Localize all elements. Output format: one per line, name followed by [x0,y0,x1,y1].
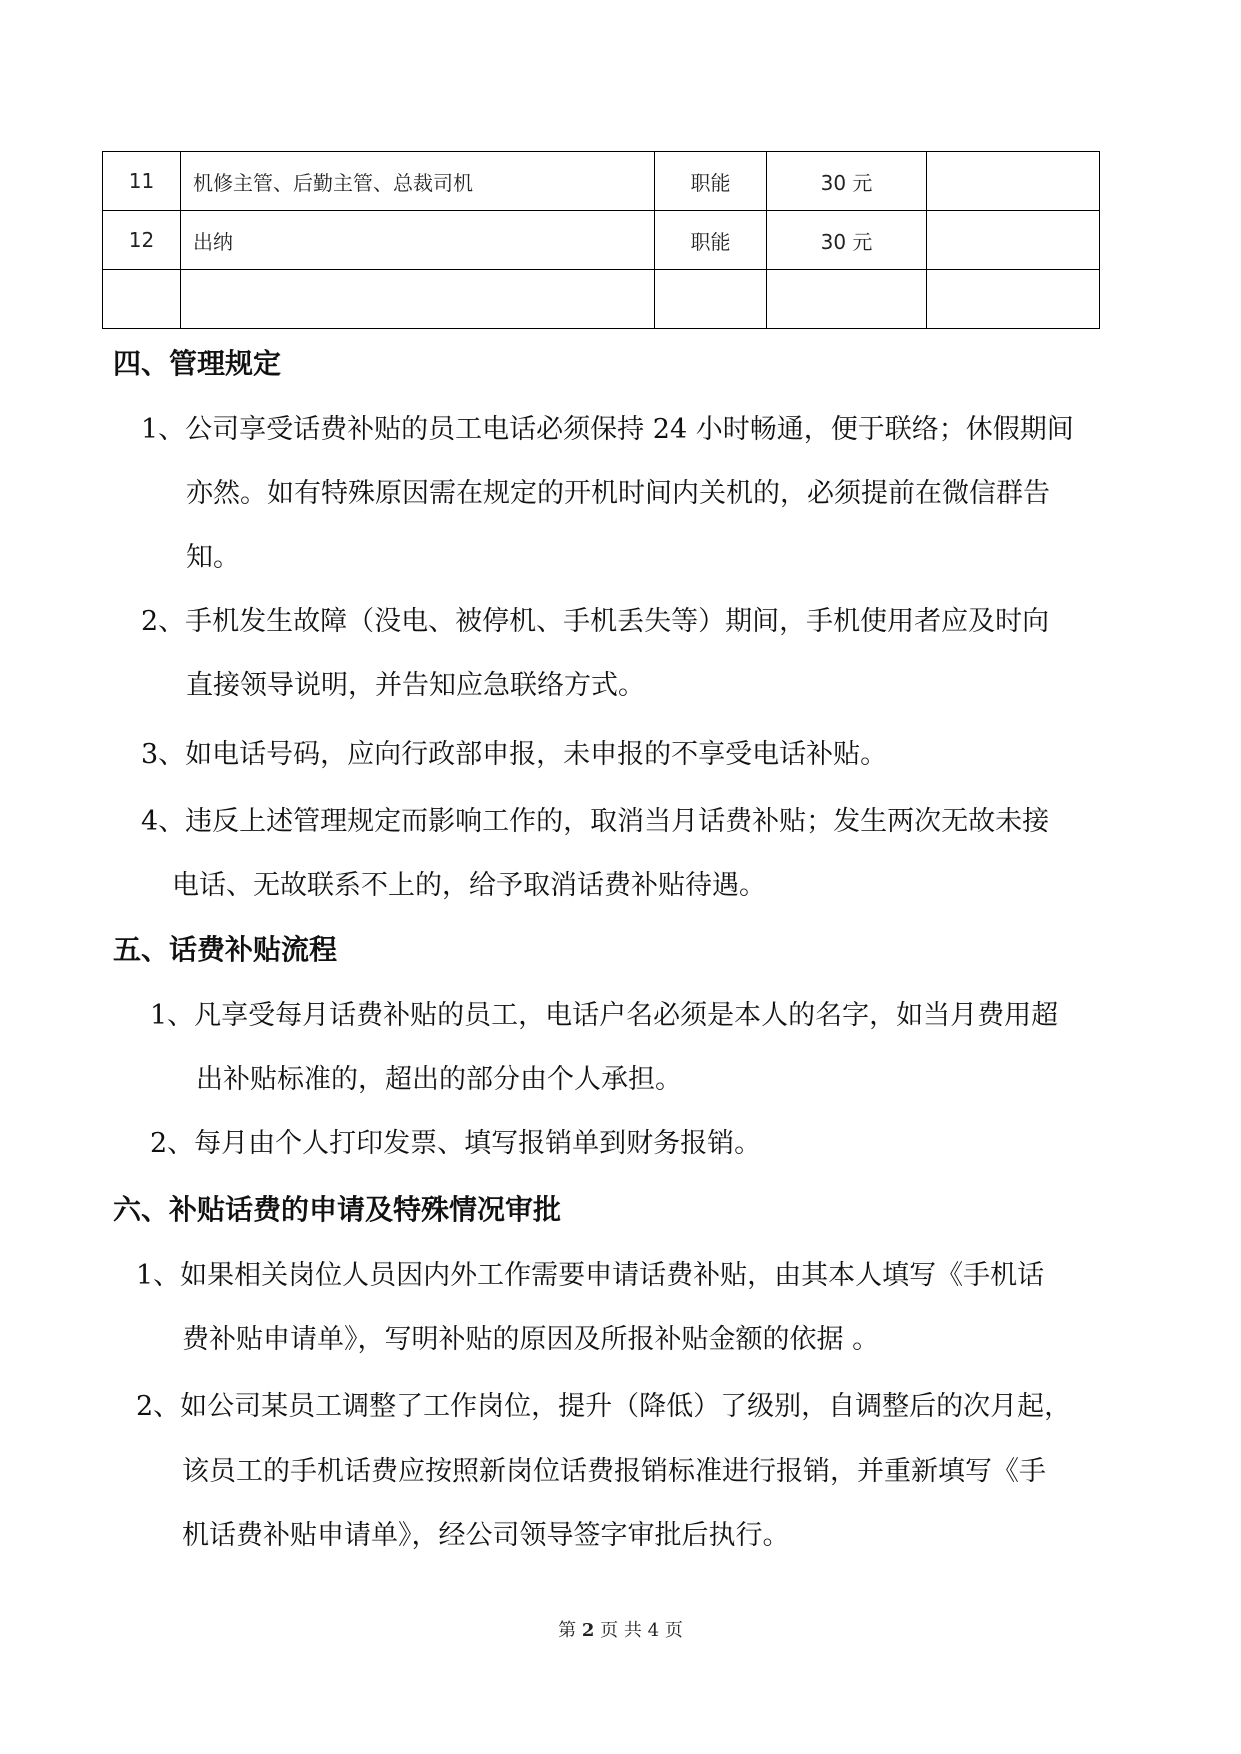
subsidy-table [102,151,1100,329]
amount-cell [767,270,927,329]
paragraph-line: 1、公司享受话费补贴的员工电话必须保持 24 小时畅通，便于联络；休假期间 [141,414,1074,445]
paragraph-line: 4、违反上述管理规定而影响工作的，取消当月话费补贴；发生两次无故未接 [141,806,1050,837]
table-row [103,211,1100,270]
note-cell [927,270,1100,329]
section-heading-management: 四、管理规定 [113,347,282,380]
paragraph-line: 直接领导说明，并告知应急联络方式。 [186,670,645,701]
row-number: 12 [103,211,181,270]
type-cell: 职能 [655,152,767,211]
paragraph-line: 知。 [186,542,240,573]
type-cell [655,270,767,329]
paragraph-line: 3、如电话号码，应向行政部申报，未申报的不享受电话补贴。 [141,739,888,770]
amount-cell: 30 元 [767,152,927,211]
paragraph-line: 出补贴标准的，超出的部分由个人承担。 [196,1064,682,1095]
current-page-number: 2 [581,1620,595,1641]
paragraph-line: 费补贴申请单》，写明补贴的原因及所报补贴金额的依据 。 [182,1324,880,1355]
position-cell: 机修主管、后勤主管、总裁司机 [181,152,655,211]
table-row [103,270,1100,329]
table-row [103,152,1100,211]
paragraph-line: 电话、无故联系不上的，给予取消话费补贴待遇。 [172,870,766,901]
row-number [103,270,181,329]
paragraph-line: 1、凡享受每月话费补贴的员工，电话户名必须是本人的名字，如当月费用超 [150,1000,1059,1031]
section-heading-process: 五、话费补贴流程 [113,933,338,966]
footer-middle: 页 共 [600,1620,642,1641]
type-cell: 职能 [655,211,767,270]
paragraph-line: 机话费补贴申请单》，经公司领导签字审批后执行。 [182,1520,790,1551]
footer-suffix: 页 [664,1620,683,1641]
paragraph-line: 1、如果相关岗位人员因内外工作需要申请话费补贴，由其本人填写《手机话 [136,1260,1045,1291]
footer-prefix: 第 [558,1620,577,1641]
position-cell: 出纳 [181,211,655,270]
paragraph-line: 该员工的手机话费应按照新岗位话费报销标准进行报销，并重新填写《手 [182,1456,1046,1487]
page-footer [0,1616,1241,1642]
row-number: 11 [103,152,181,211]
total-page-number: 4 [647,1620,660,1641]
note-cell [927,152,1100,211]
paragraph-line: 2、手机发生故障（没电、被停机、手机丢失等）期间，手机使用者应及时向 [141,606,1050,637]
paragraph-line: 亦然。如有特殊原因需在规定的开机时间内关机的，必须提前在微信群告 [186,478,1050,509]
amount-cell: 30 元 [767,211,927,270]
note-cell [927,211,1100,270]
position-cell [181,270,655,329]
section-heading-application: 六、补贴话费的申请及特殊情况审批 [113,1193,562,1226]
paragraph-line: 2、如公司某员工调整了工作岗位，提升（降低）了级别，自调整后的次月起， [136,1391,1072,1422]
paragraph-line: 2、每月由个人打印发票、填写报销单到财务报销。 [150,1128,762,1159]
